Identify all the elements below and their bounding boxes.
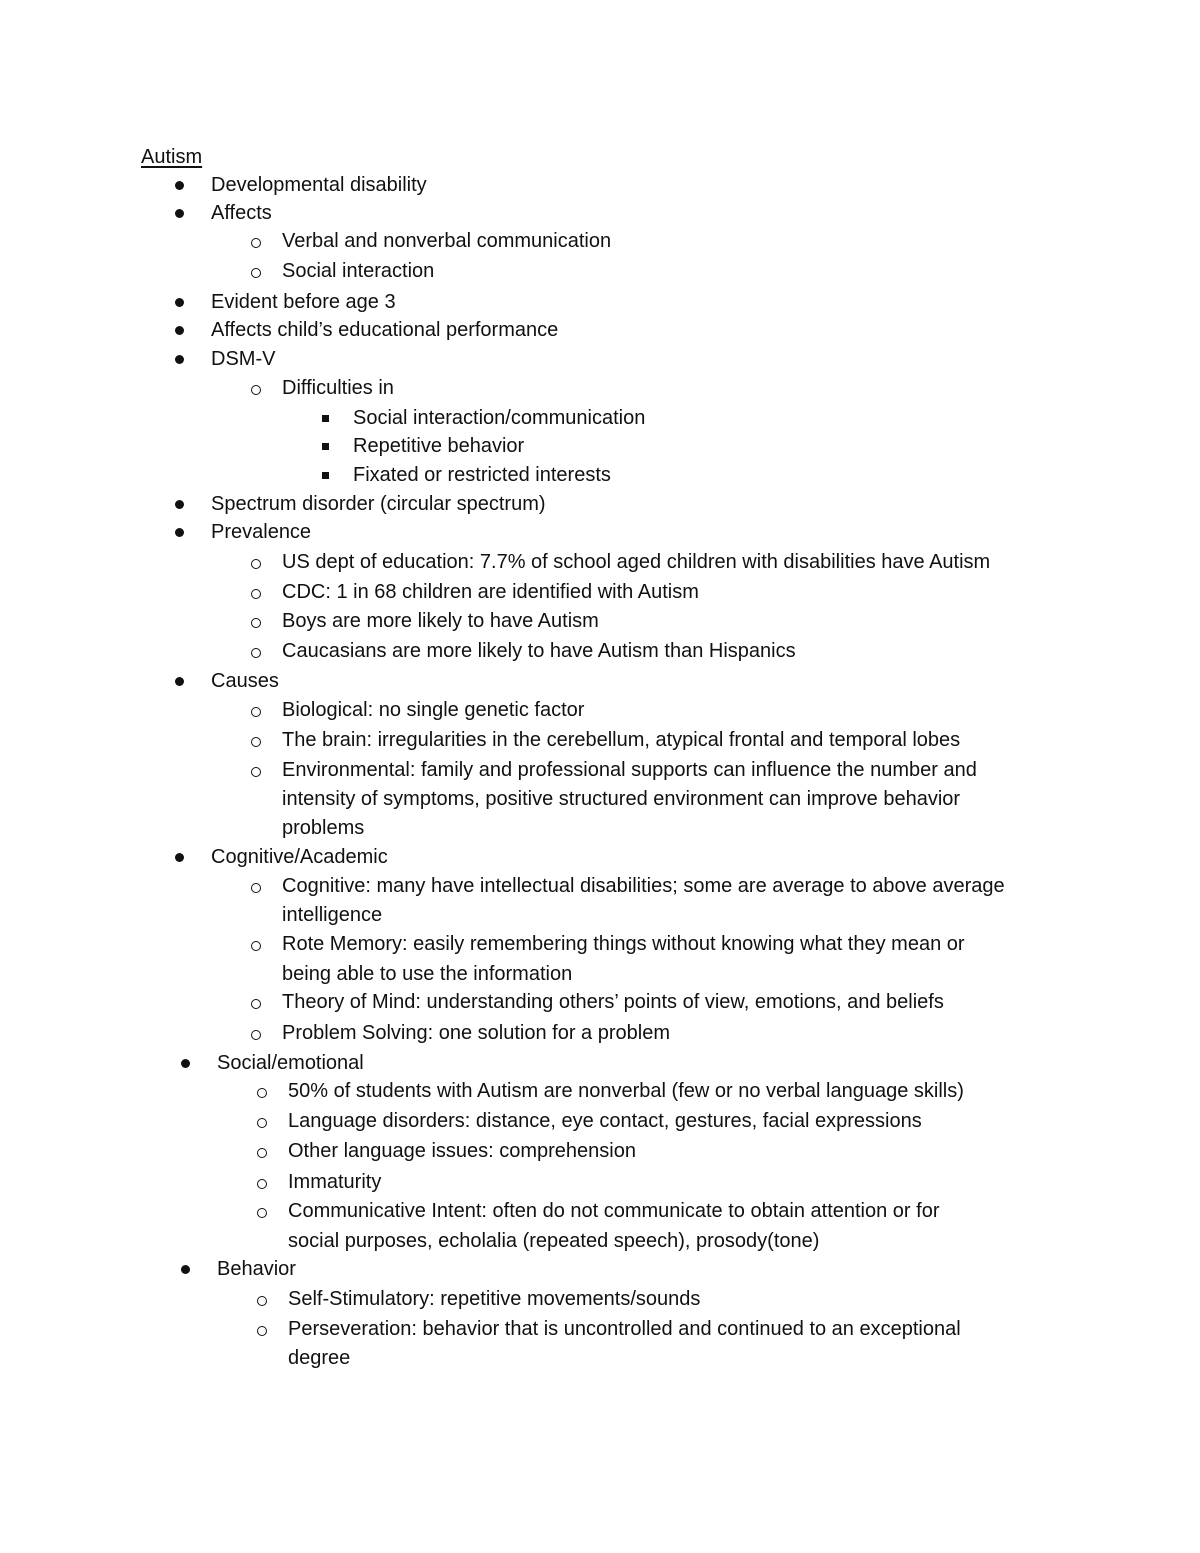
bullet-icon <box>175 326 184 335</box>
list-item-text: CDC: 1 in 68 children are identified with Autism <box>282 581 699 603</box>
bullet-icon <box>175 181 184 190</box>
list-item-level2 <box>288 1315 961 1345</box>
list-item-text: Immaturity <box>288 1171 382 1193</box>
list-item-text: Cognitive/Academic <box>211 846 388 868</box>
list-item-continuation: degree <box>288 1347 351 1369</box>
list-item-text: DSM-V <box>211 348 276 370</box>
circle-bullet-icon <box>251 618 261 628</box>
list-item-text: Verbal and nonverbal communication <box>282 230 612 252</box>
list-item-text: Behavior <box>217 1258 296 1280</box>
list-item-level2 <box>282 1019 670 1049</box>
list-item-text: Self-Stimulatory: repetitive movements/sounds <box>288 1288 701 1310</box>
bullet-icon <box>175 209 184 218</box>
list-item-level1 <box>211 490 546 520</box>
circle-bullet-icon <box>257 1118 267 1128</box>
list-item-text: Problem Solving: one solution for a problem <box>282 1022 670 1044</box>
list-item-text: Cognitive: many have intellectual disabilities; some are average to above average <box>282 875 1005 897</box>
circle-bullet-icon <box>251 589 261 599</box>
list-item-level1 <box>217 1049 364 1079</box>
list-item-text: Prevalence <box>211 521 312 543</box>
list-item-text: Environmental: family and professional supports can influence the number and <box>282 759 977 781</box>
list-item-level2 <box>288 1168 381 1198</box>
list-item-level1 <box>211 199 272 229</box>
circle-bullet-icon <box>251 707 261 717</box>
circle-bullet-icon <box>251 883 261 893</box>
list-item-continuation: problems <box>282 817 365 839</box>
circle-bullet-icon <box>251 238 261 248</box>
bullet-icon <box>175 298 184 307</box>
circle-bullet-icon <box>251 559 261 569</box>
list-item-level1 <box>217 1255 296 1285</box>
list-item-text: Boys are more likely to have Autism <box>282 610 599 632</box>
circle-bullet-icon <box>257 1326 267 1336</box>
circle-bullet-icon <box>257 1296 267 1306</box>
circle-bullet-icon <box>251 767 261 777</box>
list-item-level2 <box>282 988 944 1018</box>
list-item-level2 <box>288 1197 939 1227</box>
list-item-level2 <box>282 607 599 637</box>
list-item-continuation: intelligence <box>282 904 383 926</box>
list-item-text: Biological: no single genetic factor <box>282 699 585 721</box>
bullet-icon <box>181 1265 190 1274</box>
bullet-icon <box>175 355 184 364</box>
list-item-text: Caucasians are more likely to have Autism than Hispanics <box>282 640 796 662</box>
list-item-level1 <box>211 518 311 548</box>
list-item-text: Other language issues: comprehension <box>288 1140 636 1162</box>
list-item-level3 <box>353 461 611 491</box>
list-item-text: Rote Memory: easily remembering things without knowing what they mean or <box>282 933 965 955</box>
list-item-level2 <box>282 696 584 726</box>
list-item-level2 <box>288 1137 636 1167</box>
list-item-text: 50% of students with Autism are nonverbal (few or no verbal language skills) <box>288 1080 964 1102</box>
list-item-level2 <box>282 637 796 667</box>
list-item-level1 <box>211 667 279 697</box>
page-title: Autism <box>141 146 203 168</box>
list-item-level2 <box>288 1077 964 1107</box>
bullet-icon <box>175 853 184 862</box>
list-item-text: Communicative Intent: often do not communicate to obtain attention or for <box>288 1200 940 1222</box>
bullet-icon <box>175 677 184 686</box>
circle-bullet-icon <box>251 268 261 278</box>
bullet-icon <box>175 500 184 509</box>
circle-bullet-icon <box>257 1148 267 1158</box>
list-item-continuation: social purposes, echolalia (repeated speech), prosody(tone) <box>288 1230 820 1252</box>
list-item-level2 <box>282 374 394 404</box>
list-item-level3 <box>353 432 524 462</box>
list-item-level2 <box>282 756 977 786</box>
circle-bullet-icon <box>251 941 261 951</box>
circle-bullet-icon <box>251 999 261 1009</box>
list-item-text: Developmental disability <box>211 174 427 196</box>
list-item-level1 <box>211 171 427 201</box>
list-item-text: Difficulties in <box>282 377 394 399</box>
bullet-icon <box>175 528 184 537</box>
circle-bullet-icon <box>251 1030 261 1040</box>
list-item-level3 <box>353 404 645 434</box>
list-item-text: Fixated or restricted interests <box>353 464 611 486</box>
list-item-level2 <box>282 227 611 257</box>
list-item-level2 <box>282 726 960 756</box>
circle-bullet-icon <box>251 648 261 658</box>
list-item-text: Social interaction <box>282 260 435 282</box>
list-item-level2 <box>282 257 434 287</box>
list-item-text: Causes <box>211 670 279 692</box>
list-item-level1 <box>211 288 396 318</box>
list-item-level1 <box>211 316 558 346</box>
list-item-level2 <box>288 1107 922 1137</box>
list-item-text: Affects child’s educational performance <box>211 319 559 341</box>
list-item-level1 <box>211 843 388 873</box>
list-item-text: Social/emotional <box>217 1052 364 1074</box>
list-item-text: Repetitive behavior <box>353 435 525 457</box>
list-item-level1 <box>211 345 275 375</box>
list-item-text: Social interaction/communication <box>353 407 646 429</box>
list-item-text: Theory of Mind: understanding others’ points of view, emotions, and beliefs <box>282 991 944 1013</box>
bullet-icon <box>181 1059 190 1068</box>
list-item-text: Perseveration: behavior that is uncontrolled and continued to an exceptional <box>288 1318 961 1340</box>
circle-bullet-icon <box>257 1208 267 1218</box>
list-item-continuation: being able to use the information <box>282 963 573 985</box>
list-item-text: Evident before age 3 <box>211 291 396 313</box>
list-item-level2 <box>282 578 699 608</box>
square-bullet-icon <box>322 472 329 479</box>
list-item-text: US dept of education: 7.7% of school aged children with disabilities have Autism <box>282 551 991 573</box>
list-item-text: Language disorders: distance, eye contact, gestures, facial expressions <box>288 1110 922 1132</box>
square-bullet-icon <box>322 443 329 450</box>
square-bullet-icon <box>322 415 329 422</box>
list-item-level2 <box>282 548 990 578</box>
list-item-text: Affects <box>211 202 272 224</box>
circle-bullet-icon <box>251 385 261 395</box>
list-item-continuation: intensity of symptoms, positive structured environment can improve behavior <box>282 788 961 810</box>
list-item-text: Spectrum disorder (circular spectrum) <box>211 493 546 515</box>
circle-bullet-icon <box>257 1088 267 1098</box>
circle-bullet-icon <box>257 1179 267 1189</box>
list-item-level2 <box>288 1285 700 1315</box>
circle-bullet-icon <box>251 737 261 747</box>
list-item-text: The brain: irregularities in the cerebellum, atypical frontal and temporal lobes <box>282 729 961 751</box>
list-item-level2 <box>282 872 1005 902</box>
list-item-level2 <box>282 930 965 960</box>
